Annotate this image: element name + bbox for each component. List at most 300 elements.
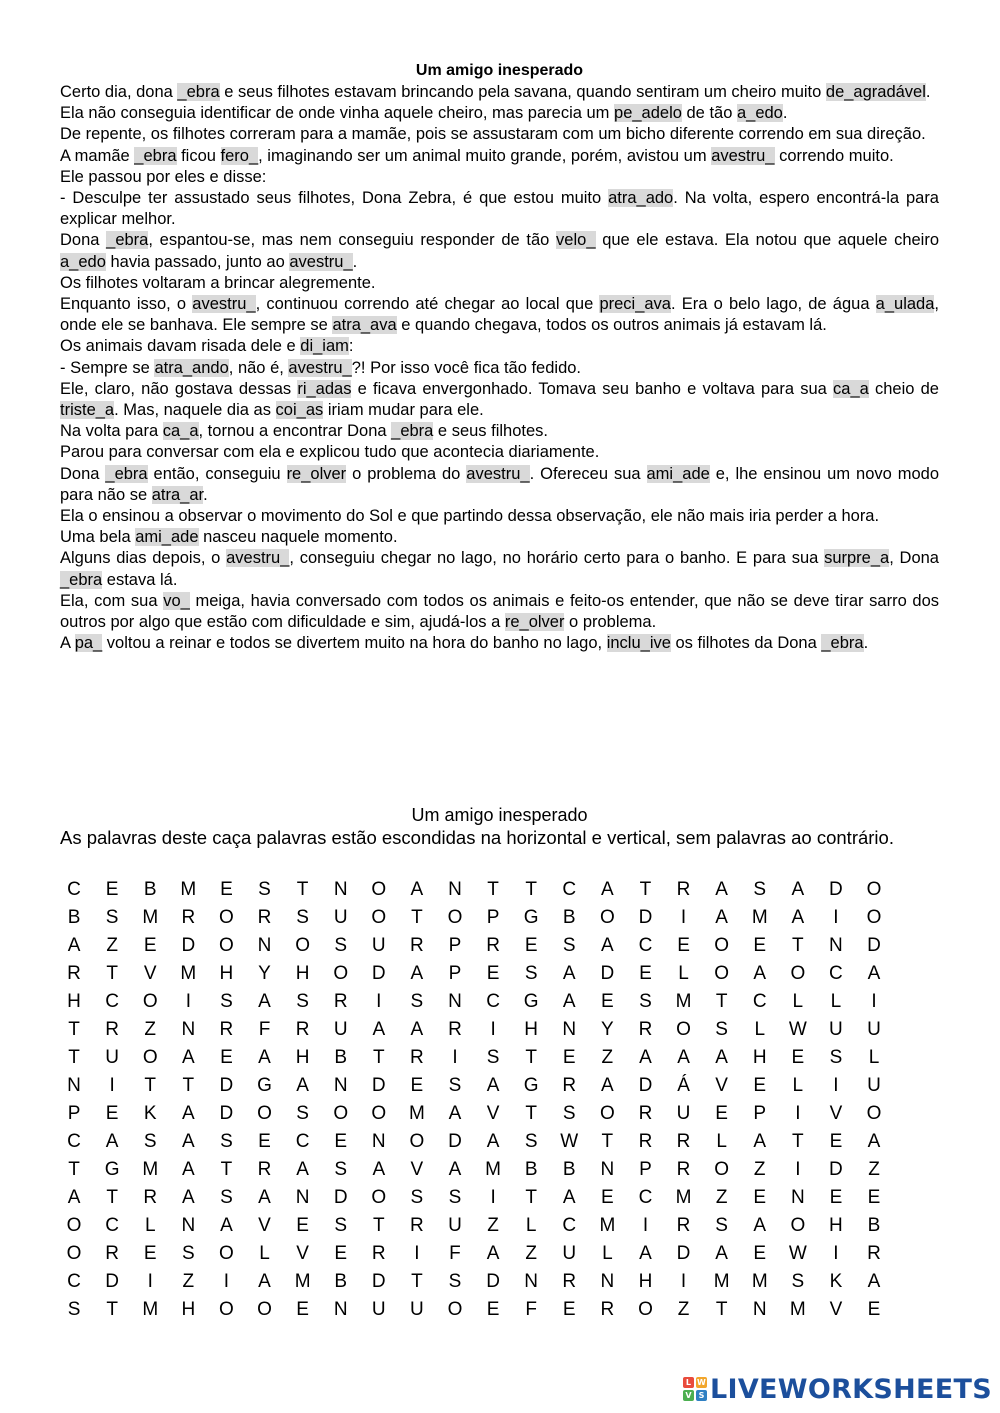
grid-letter[interactable]: O xyxy=(219,1243,234,1264)
grid-letter[interactable]: N xyxy=(600,1271,615,1292)
grid-letter[interactable]: R xyxy=(676,1159,691,1180)
grid-letter[interactable]: M xyxy=(599,1215,616,1236)
grid-letter[interactable]: D xyxy=(219,1103,234,1124)
grid-letter[interactable]: S xyxy=(448,1075,462,1096)
grid-letter[interactable]: S xyxy=(105,907,119,928)
grid-letter[interactable]: U xyxy=(448,1215,462,1236)
grid-letter[interactable]: A xyxy=(562,1187,576,1208)
fill-in-blank[interactable]: atra_ar xyxy=(151,485,204,504)
grid-letter[interactable]: A xyxy=(181,1131,195,1152)
grid-letter[interactable]: A xyxy=(601,1075,614,1096)
grid-letter[interactable]: T xyxy=(372,1215,385,1236)
fill-in-blank[interactable]: _ebra xyxy=(134,146,177,165)
grid-letter[interactable]: M xyxy=(675,1187,692,1208)
grid-letter[interactable]: E xyxy=(867,1299,881,1320)
grid-letter[interactable]: E xyxy=(486,1299,500,1320)
grid-letter[interactable]: E xyxy=(829,1187,843,1208)
grid-letter[interactable]: M xyxy=(180,879,197,900)
grid-letter[interactable]: D xyxy=(829,879,843,900)
grid-letter[interactable]: O xyxy=(790,963,806,984)
grid-letter[interactable]: I xyxy=(642,1215,649,1236)
grid-letter[interactable]: A xyxy=(67,935,81,956)
grid-letter[interactable]: R xyxy=(67,963,81,984)
grid-letter[interactable]: N xyxy=(600,1159,615,1180)
grid-letter[interactable]: S xyxy=(829,1047,843,1068)
grid-letter[interactable]: T xyxy=(792,935,804,956)
grid-letter[interactable]: L xyxy=(602,1243,613,1264)
grid-letter[interactable]: V xyxy=(486,1103,500,1124)
grid-letter[interactable]: E xyxy=(562,1299,576,1320)
grid-letter[interactable]: S xyxy=(334,1215,348,1236)
grid-letter[interactable]: B xyxy=(562,1159,576,1180)
grid-letter[interactable]: I xyxy=(795,1159,801,1180)
grid-letter[interactable]: O xyxy=(219,935,234,956)
grid-letter[interactable]: D xyxy=(638,1075,653,1096)
grid-letter[interactable]: R xyxy=(105,1243,119,1264)
grid-letter[interactable]: C xyxy=(562,1215,577,1236)
grid-letter[interactable]: E xyxy=(677,935,690,956)
grid-letter[interactable]: R xyxy=(143,1187,158,1208)
grid-letter[interactable]: N xyxy=(181,1215,196,1236)
fill-in-blank[interactable]: atra_ava xyxy=(332,316,397,335)
grid-letter[interactable]: T xyxy=(106,1187,118,1208)
grid-letter[interactable]: C xyxy=(829,963,843,984)
grid-letter[interactable]: Á xyxy=(677,1075,690,1096)
grid-letter[interactable]: I xyxy=(109,1075,115,1096)
grid-letter[interactable]: D xyxy=(486,1271,500,1292)
grid-letter[interactable]: H xyxy=(829,1215,843,1236)
grid-letter[interactable]: U xyxy=(333,1019,348,1040)
grid-letter[interactable]: T xyxy=(715,991,728,1012)
grid-letter[interactable]: M xyxy=(485,1159,501,1180)
grid-letter[interactable]: E xyxy=(334,1131,348,1152)
grid-letter[interactable]: T xyxy=(68,1019,80,1040)
fill-in-blank[interactable]: avestru_ xyxy=(466,464,530,483)
fill-in-blank[interactable]: vo_ xyxy=(163,591,190,610)
grid-letter[interactable]: A xyxy=(791,907,805,928)
grid-letter[interactable]: C xyxy=(295,1131,310,1152)
grid-letter[interactable]: N xyxy=(295,1187,310,1208)
grid-letter[interactable]: E xyxy=(334,1243,348,1264)
grid-letter[interactable]: Z xyxy=(144,1019,157,1040)
fill-in-blank[interactable]: triste_a xyxy=(60,401,115,420)
grid-letter[interactable]: C xyxy=(638,935,653,956)
grid-letter[interactable]: U xyxy=(676,1103,691,1124)
grid-letter[interactable]: M xyxy=(751,907,768,928)
grid-letter[interactable]: C xyxy=(752,991,767,1012)
grid-letter[interactable]: N xyxy=(448,879,462,900)
grid-letter[interactable]: A xyxy=(448,1103,462,1124)
fill-in-blank[interactable]: a_edo xyxy=(60,252,106,271)
grid-letter[interactable]: T xyxy=(106,963,118,984)
grid-letter[interactable]: D xyxy=(371,1271,386,1292)
grid-letter[interactable]: O xyxy=(638,1299,653,1320)
grid-letter[interactable]: H xyxy=(295,1047,310,1068)
grid-letter[interactable]: Z xyxy=(487,1215,499,1236)
grid-letter[interactable]: K xyxy=(143,1103,157,1124)
grid-letter[interactable]: E xyxy=(715,1103,728,1124)
fill-in-blank[interactable]: _ebra xyxy=(177,83,220,101)
grid-letter[interactable]: I xyxy=(147,1271,153,1292)
grid-letter[interactable]: O xyxy=(790,1215,806,1236)
grid-letter[interactable]: E xyxy=(410,1075,424,1096)
grid-letter[interactable]: O xyxy=(447,907,463,928)
grid-letter[interactable]: A xyxy=(410,1019,424,1040)
grid-letter[interactable]: E xyxy=(639,963,652,984)
grid-letter[interactable]: R xyxy=(486,935,500,956)
grid-letter[interactable]: E xyxy=(220,1047,233,1068)
grid-letter[interactable]: G xyxy=(523,907,539,928)
grid-letter[interactable]: L xyxy=(792,991,804,1012)
grid-letter[interactable]: U xyxy=(867,1075,881,1096)
grid-letter[interactable]: M xyxy=(142,1299,159,1320)
grid-letter[interactable]: I xyxy=(833,1075,839,1096)
grid-letter[interactable]: M xyxy=(751,1271,768,1292)
grid-letter[interactable]: O xyxy=(866,879,882,900)
grid-letter[interactable]: A xyxy=(715,1047,728,1068)
fill-in-blank[interactable]: re_olver xyxy=(504,613,565,632)
grid-letter[interactable]: D xyxy=(638,907,653,928)
grid-letter[interactable]: T xyxy=(296,879,309,900)
grid-letter[interactable]: U xyxy=(371,1299,386,1320)
grid-letter[interactable]: R xyxy=(562,1271,577,1292)
grid-letter[interactable]: A xyxy=(372,1019,386,1040)
grid-letter[interactable]: I xyxy=(490,1019,496,1040)
grid-letter[interactable]: A xyxy=(486,1243,500,1264)
grid-letter[interactable]: C xyxy=(67,1131,81,1152)
grid-letter[interactable]: R xyxy=(676,1131,691,1152)
grid-letter[interactable]: T xyxy=(639,879,652,900)
grid-letter[interactable]: E xyxy=(601,991,614,1012)
grid-letter[interactable]: F xyxy=(525,1299,537,1320)
fill-in-blank[interactable]: avestru_ xyxy=(226,549,290,568)
grid-letter[interactable]: C xyxy=(105,991,119,1012)
grid-letter[interactable]: H xyxy=(67,991,81,1012)
grid-letter[interactable]: S xyxy=(791,1271,805,1292)
grid-letter[interactable]: M xyxy=(789,1299,806,1320)
grid-letter[interactable]: E xyxy=(296,1215,309,1236)
grid-letter[interactable]: B xyxy=(334,1047,348,1068)
grid-letter[interactable]: A xyxy=(867,1131,881,1152)
grid-letter[interactable]: N xyxy=(181,1019,196,1040)
grid-letter[interactable]: P xyxy=(639,1159,652,1180)
grid-letter[interactable]: S xyxy=(486,1047,500,1068)
grid-letter[interactable]: T xyxy=(182,1075,195,1096)
fill-in-blank[interactable]: ca_a xyxy=(162,422,199,441)
grid-letter[interactable]: Z xyxy=(715,1187,728,1208)
grid-letter[interactable]: L xyxy=(868,1047,880,1068)
fill-in-blank[interactable]: _ebra xyxy=(391,422,434,441)
grid-letter[interactable]: B xyxy=(867,1215,881,1236)
grid-letter[interactable]: S xyxy=(639,991,652,1012)
grid-letter[interactable]: V xyxy=(829,1299,843,1320)
grid-letter[interactable]: T xyxy=(411,907,423,928)
grid-letter[interactable]: M xyxy=(142,907,159,928)
fill-in-blank[interactable]: de_agradável xyxy=(825,83,926,101)
grid-letter[interactable]: L xyxy=(144,1215,156,1236)
grid-letter[interactable]: O xyxy=(142,1047,158,1068)
grid-letter[interactable]: R xyxy=(333,991,348,1012)
grid-letter[interactable]: D xyxy=(333,1187,348,1208)
grid-letter[interactable]: I xyxy=(680,1271,687,1292)
grid-letter[interactable]: A xyxy=(753,1131,767,1152)
grid-letter[interactable]: I xyxy=(490,1187,496,1208)
grid-letter[interactable]: M xyxy=(294,1271,311,1292)
grid-letter[interactable]: E xyxy=(296,1299,309,1320)
grid-letter[interactable]: A xyxy=(448,1159,462,1180)
grid-letter[interactable]: O xyxy=(866,1103,882,1124)
grid-letter[interactable]: I xyxy=(680,907,687,928)
grid-letter[interactable]: I xyxy=(452,1047,458,1068)
grid-letter[interactable]: U xyxy=(829,1019,843,1040)
grid-letter[interactable]: A xyxy=(753,963,767,984)
grid-letter[interactable]: E xyxy=(524,935,538,956)
grid-letter[interactable]: R xyxy=(219,1019,234,1040)
grid-letter[interactable]: E xyxy=(753,1187,767,1208)
grid-letter[interactable]: T xyxy=(68,1159,80,1180)
fill-in-blank[interactable]: pa_ xyxy=(74,634,103,653)
grid-letter[interactable]: R xyxy=(257,1159,272,1180)
grid-letter[interactable]: O xyxy=(142,991,158,1012)
grid-letter[interactable]: R xyxy=(867,1243,881,1264)
grid-letter[interactable]: N xyxy=(371,1131,386,1152)
fill-in-blank[interactable]: pe_adelo xyxy=(614,104,682,123)
grid-letter[interactable]: E xyxy=(220,879,233,900)
fill-in-blank[interactable]: fero_ xyxy=(220,146,259,165)
word-search-grid[interactable] xyxy=(55,876,893,1324)
grid-letter[interactable]: A xyxy=(296,1075,309,1096)
grid-letter[interactable]: T xyxy=(525,1047,537,1068)
grid-letter[interactable]: B xyxy=(143,879,157,900)
grid-letter[interactable]: E xyxy=(143,1243,157,1264)
grid-letter[interactable]: N xyxy=(790,1187,805,1208)
grid-letter[interactable]: S xyxy=(448,1271,462,1292)
grid-letter[interactable]: B xyxy=(524,1159,538,1180)
grid-letter[interactable]: U xyxy=(867,1019,881,1040)
grid-letter[interactable]: A xyxy=(410,963,424,984)
grid-letter[interactable]: T xyxy=(525,1187,537,1208)
grid-letter[interactable]: S xyxy=(562,935,576,956)
grid-letter[interactable]: V xyxy=(829,1103,843,1124)
grid-letter[interactable]: E xyxy=(867,1187,881,1208)
grid-letter[interactable]: S xyxy=(67,1299,81,1320)
grid-letter[interactable]: A xyxy=(181,1103,195,1124)
grid-letter[interactable]: I xyxy=(871,991,877,1012)
grid-letter[interactable]: D xyxy=(676,1243,691,1264)
grid-letter[interactable]: U xyxy=(371,935,386,956)
grid-letter[interactable]: T xyxy=(68,1047,80,1068)
grid-letter[interactable]: O xyxy=(371,1187,387,1208)
grid-letter[interactable]: L xyxy=(716,1131,727,1152)
grid-letter[interactable]: P xyxy=(448,935,462,956)
grid-letter[interactable]: Z xyxy=(677,1299,690,1320)
grid-letter[interactable]: M xyxy=(408,1103,425,1124)
grid-letter[interactable]: A xyxy=(715,1243,728,1264)
grid-letter[interactable]: O xyxy=(333,963,349,984)
grid-letter[interactable]: E xyxy=(562,1047,576,1068)
grid-letter[interactable]: I xyxy=(414,1243,420,1264)
grid-letter[interactable]: M xyxy=(713,1271,730,1292)
grid-letter[interactable]: O xyxy=(409,1131,425,1152)
grid-letter[interactable]: A xyxy=(181,1159,195,1180)
grid-letter[interactable]: R xyxy=(181,907,196,928)
grid-letter[interactable]: N xyxy=(752,1299,767,1320)
grid-letter[interactable]: I xyxy=(185,991,191,1012)
grid-letter[interactable]: V xyxy=(715,1075,728,1096)
grid-letter[interactable]: U xyxy=(105,1047,119,1068)
grid-letter[interactable]: R xyxy=(676,1215,691,1236)
grid-letter[interactable]: D xyxy=(105,1271,119,1292)
grid-letter[interactable]: L xyxy=(754,1019,766,1040)
grid-letter[interactable]: A xyxy=(562,963,576,984)
grid-letter[interactable]: Y xyxy=(258,963,271,984)
grid-letter[interactable]: S xyxy=(220,991,233,1012)
grid-letter[interactable]: V xyxy=(296,1243,309,1264)
grid-letter[interactable]: R xyxy=(371,1243,386,1264)
grid-letter[interactable]: M xyxy=(180,963,197,984)
grid-letter[interactable]: N xyxy=(333,879,348,900)
grid-letter[interactable]: N xyxy=(562,1019,577,1040)
fill-in-blank[interactable]: re_olver xyxy=(286,464,347,483)
grid-letter[interactable]: O xyxy=(866,907,882,928)
grid-letter[interactable]: H xyxy=(295,963,310,984)
grid-letter[interactable]: O xyxy=(676,1019,691,1040)
grid-letter[interactable]: R xyxy=(410,935,424,956)
grid-letter[interactable]: E xyxy=(753,1243,767,1264)
grid-letter[interactable]: E xyxy=(105,879,119,900)
fill-in-blank[interactable]: ami_ade xyxy=(646,464,710,483)
grid-letter[interactable]: E xyxy=(791,1047,805,1068)
fill-in-blank[interactable]: _ebra xyxy=(105,464,148,483)
grid-letter[interactable]: A xyxy=(258,1187,271,1208)
grid-letter[interactable]: T xyxy=(144,1075,157,1096)
fill-in-blank[interactable]: _ebra xyxy=(60,570,103,589)
grid-letter[interactable]: D xyxy=(600,963,615,984)
grid-letter[interactable]: E xyxy=(601,1187,614,1208)
fill-in-blank[interactable]: _ebra xyxy=(106,231,149,250)
grid-letter[interactable]: F xyxy=(449,1243,461,1264)
grid-letter[interactable]: S xyxy=(448,1187,462,1208)
grid-letter[interactable]: S xyxy=(220,1131,233,1152)
grid-letter[interactable]: D xyxy=(371,1075,386,1096)
grid-letter[interactable]: O xyxy=(295,935,310,956)
grid-letter[interactable]: T xyxy=(106,1299,118,1320)
grid-letter[interactable]: G xyxy=(523,991,539,1012)
grid-letter[interactable]: E xyxy=(143,935,157,956)
grid-letter[interactable]: O xyxy=(257,1299,272,1320)
grid-letter[interactable]: D xyxy=(181,935,196,956)
grid-letter[interactable]: G xyxy=(523,1075,539,1096)
grid-letter[interactable]: S xyxy=(410,991,424,1012)
grid-letter[interactable]: L xyxy=(678,963,689,984)
grid-letter[interactable]: M xyxy=(142,1159,159,1180)
grid-letter[interactable]: S xyxy=(296,907,309,928)
grid-letter[interactable]: O xyxy=(371,879,387,900)
grid-letter[interactable]: O xyxy=(66,1243,82,1264)
grid-letter[interactable]: E xyxy=(105,1103,119,1124)
grid-letter[interactable]: P xyxy=(753,1103,767,1124)
grid-letter[interactable]: S xyxy=(753,879,767,900)
grid-letter[interactable]: D xyxy=(219,1075,234,1096)
grid-letter[interactable]: W xyxy=(788,1019,807,1040)
grid-letter[interactable]: A xyxy=(220,1215,233,1236)
grid-letter[interactable]: A xyxy=(562,991,576,1012)
grid-letter[interactable]: O xyxy=(371,907,387,928)
fill-in-blank[interactable]: atra_ado xyxy=(608,189,674,208)
grid-letter[interactable]: U xyxy=(562,1243,577,1264)
grid-letter[interactable]: I xyxy=(795,1103,801,1124)
grid-letter[interactable]: W xyxy=(560,1131,579,1152)
grid-letter[interactable]: L xyxy=(259,1243,270,1264)
grid-letter[interactable]: T xyxy=(487,879,499,900)
grid-letter[interactable]: C xyxy=(486,991,500,1012)
grid-letter[interactable]: H xyxy=(219,963,234,984)
grid-letter[interactable]: W xyxy=(788,1243,807,1264)
grid-letter[interactable]: V xyxy=(410,1159,424,1180)
grid-letter[interactable]: Z xyxy=(753,1159,766,1180)
grid-letter[interactable]: A xyxy=(296,1159,309,1180)
grid-letter[interactable]: M xyxy=(675,991,692,1012)
grid-letter[interactable]: T xyxy=(792,1131,804,1152)
grid-letter[interactable]: S xyxy=(296,991,309,1012)
grid-letter[interactable]: R xyxy=(600,1299,615,1320)
grid-letter[interactable]: V xyxy=(258,1215,271,1236)
grid-letter[interactable]: O xyxy=(599,907,615,928)
fill-in-blank[interactable]: coi_as xyxy=(275,401,324,420)
grid-letter[interactable]: S xyxy=(715,1019,728,1040)
fill-in-blank[interactable]: preci_ava xyxy=(599,295,671,314)
grid-letter[interactable]: T xyxy=(220,1159,233,1180)
grid-letter[interactable]: A xyxy=(486,1131,500,1152)
grid-letter[interactable]: O xyxy=(599,1103,615,1124)
grid-letter[interactable]: E xyxy=(829,1131,843,1152)
grid-letter[interactable]: E xyxy=(486,963,500,984)
grid-letter[interactable]: A xyxy=(715,879,728,900)
fill-in-blank[interactable]: avestru_ xyxy=(289,252,353,271)
grid-letter[interactable]: R xyxy=(410,1047,424,1068)
fill-in-blank[interactable]: avestru_ xyxy=(288,358,352,377)
grid-letter[interactable]: D xyxy=(448,1131,462,1152)
grid-letter[interactable]: H xyxy=(638,1271,653,1292)
grid-letter[interactable]: S xyxy=(715,1215,728,1236)
grid-letter[interactable]: F xyxy=(258,1019,271,1040)
grid-letter[interactable]: R xyxy=(638,1019,653,1040)
grid-letter[interactable]: B xyxy=(334,1271,348,1292)
grid-letter[interactable]: I xyxy=(833,907,839,928)
grid-letter[interactable]: A xyxy=(181,1047,195,1068)
grid-letter[interactable]: R xyxy=(638,1103,653,1124)
grid-letter[interactable]: I xyxy=(376,991,382,1012)
grid-letter[interactable]: C xyxy=(67,879,81,900)
grid-letter[interactable]: N xyxy=(333,1299,348,1320)
grid-letter[interactable]: O xyxy=(447,1299,463,1320)
grid-letter[interactable]: A xyxy=(867,963,881,984)
grid-letter[interactable]: A xyxy=(105,1131,119,1152)
grid-letter[interactable]: C xyxy=(67,1271,81,1292)
grid-letter[interactable]: O xyxy=(371,1103,387,1124)
grid-letter[interactable]: E xyxy=(753,1075,767,1096)
grid-letter[interactable]: A xyxy=(258,1271,271,1292)
grid-letter[interactable]: P xyxy=(448,963,462,984)
grid-letter[interactable]: K xyxy=(829,1271,843,1292)
grid-letter[interactable]: D xyxy=(371,963,386,984)
fill-in-blank[interactable]: avestru_ xyxy=(711,146,775,165)
grid-letter[interactable]: N xyxy=(524,1271,539,1292)
grid-letter[interactable]: G xyxy=(104,1159,120,1180)
grid-letter[interactable]: O xyxy=(219,1299,234,1320)
grid-letter[interactable]: P xyxy=(67,1103,81,1124)
grid-letter[interactable]: U xyxy=(333,907,348,928)
